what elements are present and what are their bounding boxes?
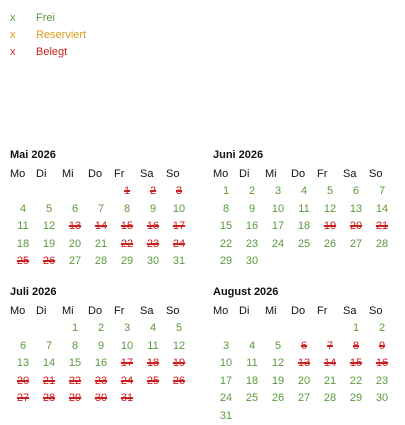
weekday-header-row xyxy=(213,302,395,320)
empty-day-cell xyxy=(213,320,239,338)
legend-mark-free: x xyxy=(10,12,16,24)
day-cell-free[interactable]: 8 xyxy=(71,339,79,352)
day-cell-free[interactable]: 4 xyxy=(149,322,157,335)
day-cell-booked[interactable]: 24 xyxy=(172,237,186,250)
day-cell-booked[interactable]: 22 xyxy=(120,237,134,250)
day-cell-free[interactable]: 11 xyxy=(246,357,258,370)
day-cell-free[interactable]: 1 xyxy=(71,322,79,335)
day-cell-booked[interactable]: 25 xyxy=(146,374,160,387)
day-cell-free[interactable]: 3 xyxy=(274,185,282,198)
week-row xyxy=(10,355,192,373)
weekday-header-row xyxy=(213,165,395,183)
week-row xyxy=(10,253,192,271)
month-title: August 2026 xyxy=(213,286,279,298)
day-cell-free[interactable]: 3 xyxy=(222,339,230,352)
day-cell-free[interactable]: 21 xyxy=(94,237,108,250)
month-calendar-may xyxy=(10,148,192,270)
empty-day-cell xyxy=(10,183,36,201)
weekday-header: So xyxy=(166,304,180,317)
day-cell-free[interactable]: 11 xyxy=(17,220,29,233)
week-row xyxy=(10,337,192,355)
day-cell-free[interactable]: 16 xyxy=(94,357,108,370)
legend-label-busy: Belegt xyxy=(36,46,68,58)
day-cell-free[interactable]: 7 xyxy=(97,202,105,215)
day-cell-free[interactable]: 23 xyxy=(245,237,259,250)
weekday-header: Mo xyxy=(213,167,229,180)
empty-day-cell xyxy=(369,407,395,425)
week-row xyxy=(10,235,192,253)
day-cell-booked[interactable]: 17 xyxy=(172,220,186,233)
day-cell-free[interactable]: 16 xyxy=(245,220,259,233)
day-cell-booked[interactable]: 26 xyxy=(172,374,186,387)
day-cell-free[interactable]: 5 xyxy=(45,202,53,215)
week-row xyxy=(213,235,395,253)
calendar-grid xyxy=(213,302,395,425)
empty-day-cell xyxy=(291,320,317,338)
empty-day-cell xyxy=(62,183,88,201)
month-title: Juni 2026 xyxy=(213,149,264,161)
day-cell-booked[interactable]: 17 xyxy=(120,357,134,370)
calendar-grid xyxy=(10,302,192,407)
day-cell-booked[interactable]: 28 xyxy=(42,392,56,405)
day-cell-booked[interactable]: 13 xyxy=(297,357,311,370)
day-cell-free[interactable]: 18 xyxy=(297,220,311,233)
day-cell-free[interactable]: 18 xyxy=(16,237,30,250)
day-cell-free[interactable]: 23 xyxy=(375,374,389,387)
day-cell-free[interactable]: 2 xyxy=(378,322,386,335)
day-cell-booked[interactable]: 25 xyxy=(16,255,30,268)
weekday-header: So xyxy=(369,167,383,180)
day-cell-booked[interactable]: 29 xyxy=(68,392,82,405)
day-cell-free[interactable]: 12 xyxy=(271,357,285,370)
day-cell-free[interactable]: 11 xyxy=(147,339,159,352)
legend-item-busy xyxy=(10,44,86,61)
legend-mark-busy: x xyxy=(10,46,16,58)
legend-label-free: Frei xyxy=(36,12,55,24)
week-row xyxy=(213,355,395,373)
day-cell-free[interactable]: 27 xyxy=(68,255,82,268)
week-row xyxy=(213,390,395,408)
day-cell-free[interactable]: 12 xyxy=(323,202,337,215)
week-row xyxy=(213,407,395,425)
weekday-header-row xyxy=(10,165,192,183)
day-cell-free[interactable]: 14 xyxy=(375,202,389,215)
day-cell-free[interactable]: 6 xyxy=(352,185,360,198)
weekday-header: Di xyxy=(239,167,250,180)
empty-day-cell xyxy=(36,183,62,201)
day-cell-free[interactable]: 31 xyxy=(219,409,233,422)
weekday-header: Do xyxy=(88,167,103,180)
legend-item-free xyxy=(10,10,86,27)
day-cell-free[interactable]: 15 xyxy=(219,220,233,233)
week-row xyxy=(10,320,192,338)
day-cell-booked[interactable]: 23 xyxy=(146,237,160,250)
day-cell-free[interactable]: 28 xyxy=(323,392,337,405)
day-cell-free[interactable]: 7 xyxy=(45,339,53,352)
day-cell-free[interactable]: 28 xyxy=(375,237,389,250)
empty-day-cell xyxy=(239,320,265,338)
empty-day-cell xyxy=(265,407,291,425)
empty-day-cell xyxy=(140,390,166,408)
day-cell-free[interactable]: 17 xyxy=(271,220,285,233)
day-cell-free[interactable]: 31 xyxy=(172,255,186,268)
day-cell-free[interactable]: 13 xyxy=(349,202,363,215)
empty-day-cell xyxy=(265,253,291,271)
empty-day-cell xyxy=(317,253,343,271)
week-row xyxy=(10,390,192,408)
weekday-header: Fr xyxy=(317,304,328,317)
day-cell-booked[interactable]: 31 xyxy=(120,392,134,405)
day-cell-free[interactable]: 5 xyxy=(274,339,282,352)
legend-label-reserved: Reserviert xyxy=(36,29,87,41)
month-title: Mai 2026 xyxy=(10,149,56,161)
day-cell-free[interactable]: 12 xyxy=(172,339,186,352)
availability-legend xyxy=(10,10,86,61)
weekday-header: Fr xyxy=(114,304,125,317)
day-cell-free[interactable]: 9 xyxy=(149,202,157,215)
day-cell-booked[interactable]: 19 xyxy=(323,220,337,233)
calendar-grid xyxy=(213,165,395,270)
day-cell-free[interactable]: 8 xyxy=(123,202,131,215)
weekday-header: Sa xyxy=(343,167,357,180)
empty-day-cell xyxy=(317,407,343,425)
weekday-header: Mo xyxy=(10,304,26,317)
empty-day-cell xyxy=(343,253,369,271)
day-cell-free[interactable]: 4 xyxy=(19,202,27,215)
day-cell-free[interactable]: 2 xyxy=(97,322,105,335)
weekday-header: Do xyxy=(291,167,306,180)
empty-day-cell xyxy=(10,320,36,338)
weekday-header: Di xyxy=(36,304,47,317)
day-cell-free[interactable]: 20 xyxy=(297,374,311,387)
week-row xyxy=(213,372,395,390)
day-cell-free[interactable]: 4 xyxy=(248,339,256,352)
empty-day-cell xyxy=(343,407,369,425)
day-cell-free[interactable]: 18 xyxy=(245,374,259,387)
weekday-header: Mi xyxy=(62,167,74,180)
month-calendar-august xyxy=(213,285,395,425)
weekday-header: Mi xyxy=(265,304,277,317)
day-cell-free[interactable]: 3 xyxy=(123,322,131,335)
weekday-header: Sa xyxy=(343,304,357,317)
day-cell-booked[interactable]: 21 xyxy=(375,220,389,233)
day-cell-free[interactable]: 6 xyxy=(19,339,27,352)
day-cell-booked[interactable]: 9 xyxy=(378,339,386,352)
day-cell-free[interactable]: 20 xyxy=(68,237,82,250)
day-cell-free[interactable]: 28 xyxy=(94,255,108,268)
day-cell-booked[interactable]: 7 xyxy=(326,339,334,352)
day-cell-booked[interactable]: 16 xyxy=(146,220,160,233)
day-cell-booked[interactable]: 18 xyxy=(146,357,160,370)
month-calendar-july xyxy=(10,285,192,407)
day-cell-free[interactable]: 5 xyxy=(175,322,183,335)
day-cell-free[interactable]: 7 xyxy=(378,185,386,198)
day-cell-free[interactable]: 25 xyxy=(245,392,259,405)
month-calendar-june xyxy=(213,148,395,270)
week-row xyxy=(213,337,395,355)
day-cell-free[interactable]: 12 xyxy=(42,220,56,233)
day-cell-free[interactable]: 13 xyxy=(16,357,30,370)
day-cell-booked[interactable]: 22 xyxy=(68,374,82,387)
weekday-header: Sa xyxy=(140,304,154,317)
empty-day-cell xyxy=(369,253,395,271)
day-cell-free[interactable]: 26 xyxy=(271,392,285,405)
empty-day-cell xyxy=(239,407,265,425)
weekday-header: So xyxy=(166,167,180,180)
day-cell-free[interactable]: 10 xyxy=(172,202,186,215)
empty-day-cell xyxy=(36,320,62,338)
week-row xyxy=(10,372,192,390)
empty-day-cell xyxy=(265,320,291,338)
day-cell-booked[interactable]: 15 xyxy=(349,357,363,370)
day-cell-free[interactable]: 30 xyxy=(245,255,259,268)
day-cell-free[interactable]: 22 xyxy=(219,237,233,250)
day-cell-free[interactable]: 11 xyxy=(298,202,310,215)
day-cell-booked[interactable]: 20 xyxy=(16,374,30,387)
day-cell-booked[interactable]: 23 xyxy=(94,374,108,387)
weekday-header: Di xyxy=(36,167,47,180)
day-cell-booked[interactable]: 24 xyxy=(120,374,134,387)
day-cell-free[interactable]: 27 xyxy=(297,392,311,405)
day-cell-free[interactable]: 1 xyxy=(222,185,230,198)
day-cell-free[interactable]: 14 xyxy=(42,357,56,370)
empty-day-cell xyxy=(291,253,317,271)
day-cell-booked[interactable]: 16 xyxy=(375,357,389,370)
weekday-header: Di xyxy=(239,304,250,317)
day-cell-free[interactable]: 10 xyxy=(271,202,285,215)
day-cell-free[interactable]: 5 xyxy=(326,185,334,198)
weekday-header: So xyxy=(369,304,383,317)
week-row xyxy=(213,218,395,236)
day-cell-booked[interactable]: 8 xyxy=(352,339,360,352)
day-cell-free[interactable]: 27 xyxy=(349,237,363,250)
day-cell-booked[interactable]: 3 xyxy=(175,185,183,198)
empty-day-cell xyxy=(317,320,343,338)
day-cell-free[interactable]: 24 xyxy=(271,237,285,250)
day-cell-booked[interactable]: 21 xyxy=(42,374,56,387)
day-cell-free[interactable]: 9 xyxy=(97,339,105,352)
day-cell-booked[interactable]: 6 xyxy=(300,339,308,352)
day-cell-booked[interactable]: 26 xyxy=(42,255,56,268)
day-cell-free[interactable]: 30 xyxy=(146,255,160,268)
day-cell-booked[interactable]: 27 xyxy=(16,392,30,405)
day-cell-booked[interactable]: 13 xyxy=(68,220,82,233)
week-row xyxy=(213,183,395,201)
day-cell-free[interactable]: 4 xyxy=(300,185,308,198)
empty-day-cell xyxy=(291,407,317,425)
day-cell-free[interactable]: 25 xyxy=(297,237,311,250)
week-row xyxy=(213,253,395,271)
day-cell-free[interactable]: 22 xyxy=(349,374,363,387)
day-cell-booked[interactable]: 2 xyxy=(149,185,157,198)
weekday-header: Fr xyxy=(317,167,328,180)
day-cell-free[interactable]: 29 xyxy=(219,255,233,268)
weekday-header: Fr xyxy=(114,167,125,180)
weekday-header: Sa xyxy=(140,167,154,180)
day-cell-free[interactable]: 29 xyxy=(120,255,134,268)
day-cell-free[interactable]: 2 xyxy=(248,185,256,198)
day-cell-free[interactable]: 19 xyxy=(42,237,56,250)
day-cell-free[interactable]: 21 xyxy=(323,374,337,387)
day-cell-free[interactable]: 24 xyxy=(219,392,233,405)
calendar-grid xyxy=(10,165,192,270)
week-row xyxy=(10,200,192,218)
weekday-header: Mi xyxy=(62,304,74,317)
day-cell-booked[interactable]: 14 xyxy=(323,357,337,370)
weekday-header: Mi xyxy=(265,167,277,180)
day-cell-booked[interactable]: 15 xyxy=(120,220,134,233)
day-cell-booked[interactable]: 14 xyxy=(94,220,108,233)
empty-day-cell xyxy=(166,390,192,408)
legend-item-reserved xyxy=(10,27,86,44)
weekday-header: Do xyxy=(291,304,306,317)
day-cell-free[interactable]: 8 xyxy=(222,202,230,215)
day-cell-free[interactable]: 6 xyxy=(71,202,79,215)
day-cell-booked[interactable]: 30 xyxy=(94,392,108,405)
empty-day-cell xyxy=(88,183,114,201)
day-cell-free[interactable]: 26 xyxy=(323,237,337,250)
day-cell-free[interactable]: 29 xyxy=(349,392,363,405)
day-cell-booked[interactable]: 19 xyxy=(172,357,186,370)
week-row xyxy=(213,320,395,338)
day-cell-booked[interactable]: 1 xyxy=(123,185,131,198)
week-row xyxy=(213,200,395,218)
weekday-header-row xyxy=(10,302,192,320)
week-row xyxy=(10,183,192,201)
day-cell-free[interactable]: 1 xyxy=(352,322,360,335)
weekday-header: Mo xyxy=(10,167,26,180)
day-cell-free[interactable]: 10 xyxy=(120,339,134,352)
weekday-header: Mo xyxy=(213,304,229,317)
day-cell-free[interactable]: 17 xyxy=(219,374,233,387)
weekday-header: Do xyxy=(88,304,103,317)
day-cell-free[interactable]: 19 xyxy=(271,374,285,387)
day-cell-free[interactable]: 10 xyxy=(219,357,233,370)
day-cell-free[interactable]: 15 xyxy=(68,357,82,370)
day-cell-free[interactable]: 9 xyxy=(248,202,256,215)
legend-mark-reserved: x xyxy=(10,29,16,41)
month-title: Juli 2026 xyxy=(10,286,57,298)
week-row xyxy=(10,218,192,236)
day-cell-free[interactable]: 30 xyxy=(375,392,389,405)
day-cell-booked[interactable]: 20 xyxy=(349,220,363,233)
